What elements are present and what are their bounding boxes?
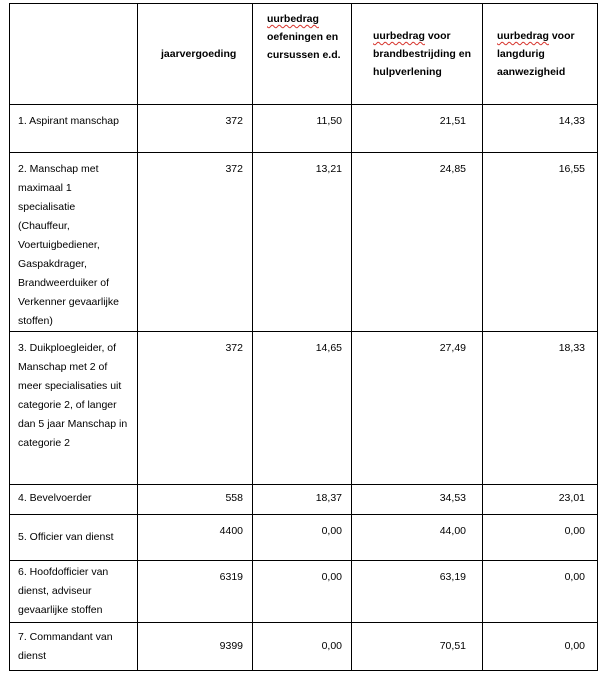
table-row [10,515,598,561]
header-lang-rest: voor langdurig aanwezigheid [497,30,575,78]
jaarvergoeding-cell: 372 [138,153,253,332]
brandbestrijding-cell: 27,49 [352,332,483,485]
table-row [10,105,598,153]
langdurig-cell: 0,00 [483,515,598,561]
header-uurbedrag-oefeningen [253,4,352,105]
header-uurbedrag-langdurig [483,4,598,105]
table-row [10,332,598,485]
header-oefeningen-word: uurbedrag [267,13,319,25]
langdurig-cell: 0,00 [483,561,598,623]
jaarvergoeding-cell: 9399 [138,623,253,671]
table-row [10,623,598,671]
table-row [10,561,598,623]
row-label: 6. Hoofdofficier van dienst, adviseur gevaarlijke stoffen [10,561,138,623]
row-label: 3. Duikploegleider, of Manschap met 2 of meer specialisaties uit categorie 2, of langer dan 5 jaar Manschap in categorie 2 [10,332,138,485]
oefeningen-cell: 11,50 [253,105,352,153]
row-label: 4. Bevelvoerder [10,485,138,515]
oefeningen-cell: 0,00 [253,623,352,671]
langdurig-cell: 23,01 [483,485,598,515]
brandbestrijding-cell: 34,53 [352,485,483,515]
row-label: 7. Commandant van dienst [10,623,138,671]
jaarvergoeding-cell: 372 [138,332,253,485]
row-label: 5. Officier van dienst [10,515,138,561]
brandbestrijding-cell: 44,00 [352,515,483,561]
langdurig-cell: 16,55 [483,153,598,332]
header-row [10,4,598,105]
langdurig-cell: 0,00 [483,623,598,671]
langdurig-cell: 14,33 [483,105,598,153]
row-label: 2. Manschap met maximaal 1 specialisatie (Chauffeur, Voertuigbediener, Gaspakdrager, Brandweerduiker of Verkenner gevaarlijke stoffen) [10,153,138,332]
oefeningen-cell: 13,21 [253,153,352,332]
table-row [10,485,598,515]
header-lang-word: uurbedrag [497,30,549,42]
brandbestrijding-cell: 21,51 [352,105,483,153]
brandbestrijding-cell: 63,19 [352,561,483,623]
header-brand-word: uurbedrag [373,30,425,42]
brandbestrijding-cell: 70,51 [352,623,483,671]
header-uurbedrag-brandbestrijding [352,4,483,105]
oefeningen-cell: 0,00 [253,515,352,561]
oefeningen-cell: 14,65 [253,332,352,485]
header-jaarvergoeding-text: jaarvergoeding [161,47,237,60]
jaarvergoeding-cell: 558 [138,485,253,515]
header-brand-rest: voor brandbestrijding en hulpverlening [373,30,472,78]
jaarvergoeding-cell: 4400 [138,515,253,561]
header-jaarvergoeding [138,4,253,105]
oefeningen-cell: 18,37 [253,485,352,515]
brandbestrijding-cell: 24,85 [352,153,483,332]
vergoedingen-table [9,3,598,671]
jaarvergoeding-cell: 372 [138,105,253,153]
oefeningen-cell: 0,00 [253,561,352,623]
row-label: 1. Aspirant manschap [10,105,138,153]
langdurig-cell: 18,33 [483,332,598,485]
header-cell-empty [10,4,138,105]
jaarvergoeding-cell: 6319 [138,561,253,623]
header-oefeningen-rest: oefeningen en cursussen e.d. [267,31,341,61]
table-row [10,153,598,332]
